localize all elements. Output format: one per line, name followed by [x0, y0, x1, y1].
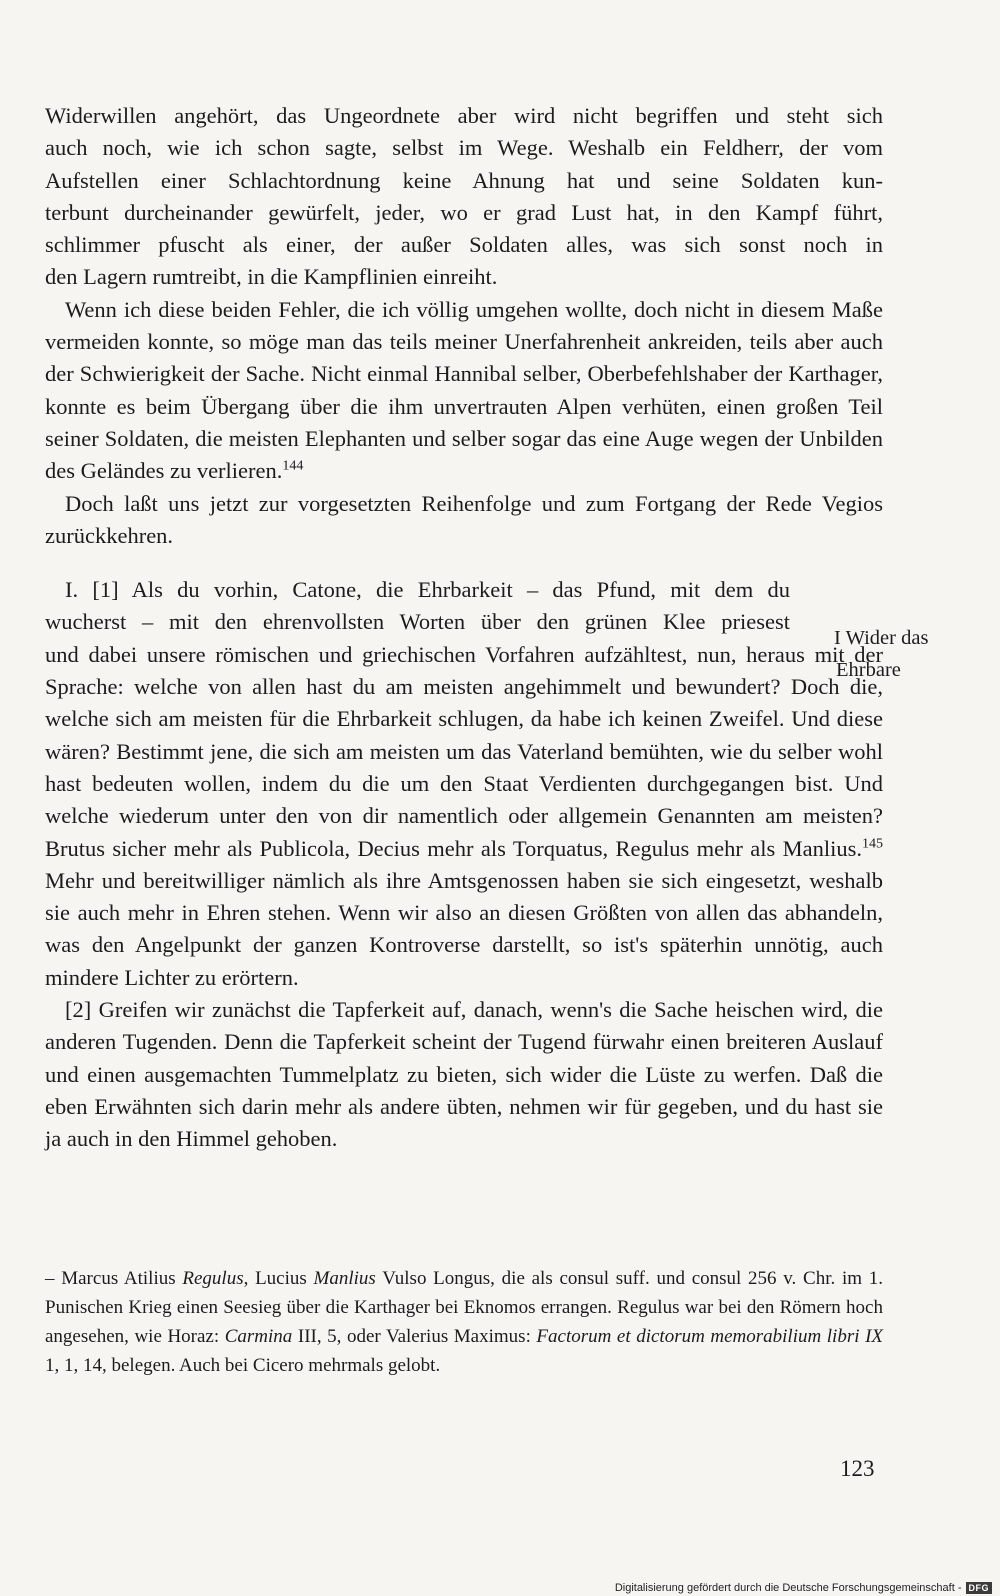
- text-line: schlimmer pfuscht als einer, der außer Soldaten alles, was sich sonst noch in: [45, 232, 883, 258]
- digitization-credit: [615, 1582, 992, 1594]
- marginal-note-line: I Wider das: [834, 627, 929, 649]
- dfg-logo: DFG: [966, 1582, 993, 1594]
- section-2-paragraph: [45, 994, 883, 1155]
- page-number: 123: [840, 1456, 875, 1481]
- text-line: Aufstellen einer Schlachtordnung keine Ahnung hat und seine Soldaten kun-: [45, 167, 883, 193]
- paragraph-text: Wenn ich diese beiden Fehler, die ich völlig umgehen wollte, doch nicht in diesem Maße vermeiden konnte, so möge man das teils meiner Unerfahrenheit ankreiden, teils aber auch der Schwierigkeit der Sache. Nicht einmal Hannibal selber, Oberbefehlshaber der Karthager, konnte es beim Übergang über die ihm unvertrauten Alpen verhüten, einen großen Teil seiner Soldaten, die meisten Elephanten und selber sogar das eine Auge wegen der Unbilden des Geländes zu verlieren.: [45, 296, 883, 484]
- footnote-text: III, 5, oder Valerius Maximus:: [292, 1326, 537, 1347]
- section-1-paragraph: [45, 574, 883, 994]
- footnote-italic: Regulus: [182, 1268, 244, 1289]
- footnote-text: Vulso Longus, die als consul suff. und consul 256 v. Chr. im 1. Punischen Krieg einen Seesieg über die Karthager bei Eknomos errangen. Regulus war bei den Römern hoch angesehen, wie Horaz:: [45, 1268, 884, 1347]
- text-line: I. [1] Als du vorhin, Catone, die Ehrbarkeit – das Pfund, mit dem du: [65, 577, 790, 603]
- marginal-note: [834, 622, 984, 686]
- footnote-text: – Marcus Atilius: [45, 1268, 183, 1289]
- text-line: Widerwillen angehört, das Ungeordnete aber wird nicht begriffen und steht sich: [45, 103, 883, 128]
- credit-text: Digitalisierung gefördert durch die Deutsche Forschungsgemeinschaft -: [614, 1582, 962, 1594]
- paragraph-hannibal: [45, 294, 883, 488]
- paragraph-text: Doch laßt uns jetzt zur vorgesetzten Reihenfolge und zum Fortgang der Rede Vegios zurückkehren.: [45, 490, 883, 548]
- footnote-text: , Lucius: [243, 1268, 314, 1289]
- paragraph-text: [2] Greifen wir zunächst die Tapferkeit auf, danach, wenn's die Sache heischen wird, die anderen Tugenden. Denn die Tapferkeit scheint der Tugend fürwahr einen breiteren Auslauf und einen ausgemachten Tummelplatz zu bieten, sich wider die Lüste zu werfen. Daß die eben Erwähnten sich darin mehr als andere übten, nehmen wir für gegeben, und du hast sie ja auch in den Himmel gehoben.: [45, 997, 883, 1152]
- marginal-note-line: Ehrbare: [836, 659, 901, 681]
- paragraph-continued: [45, 100, 883, 294]
- text-line: den Lagern rumtreibt, in die Kampflinien einreiht.: [45, 264, 498, 290]
- section-gap: [45, 552, 883, 574]
- main-text: [45, 100, 883, 1156]
- footnote: [45, 1264, 883, 1380]
- footnote-italic: Factorum et dictorum memorabilium libri IX: [536, 1326, 883, 1347]
- paragraph-text: und dabei unsere römischen und griechischen Vorfahren aufzähltest, nun, heraus mit der Sprache: welche von allen hast du am meisten angehimmelt und bewundert? Doch die, welche sich am meisten für die Ehrbarkeit schlugen, da habe ich keinen Zweifel. Und diese wären? Bestimmt jene, die sich am meisten um das Vaterland bemühten, wie du selber wohl hast bedeuten wollen, indem du die um den Staat Verdienten durchgegangen bist. Und welche wiederum unter den von dir namentlich oder allgemein Genannten am meisten? Brutus sicher mehr als Publicola, Decius mehr als Torquatus, Regulus mehr als Manlius.: [45, 641, 883, 861]
- footnote-text: 1, 1, 14, belegen. Auch bei Cicero mehrmals gelobt.: [45, 1355, 441, 1376]
- footnote-ref-145: 145: [862, 836, 883, 852]
- text-line: auch noch, wie ich schon sagte, selbst im Wege. Weshalb ein Feldherr, der vom: [45, 135, 883, 161]
- footnote-italic: Manlius: [313, 1268, 376, 1289]
- footnote-italic: Carmina: [224, 1326, 293, 1347]
- paragraph-text: Mehr und bereitwilliger nämlich als ihre Amtsgenossen haben sie sich eingesetzt, weshalb sie auch mehr in Ehren stehen. Wenn wir also an diesen Größten von allen das abhandeln, was den Angelpunkt der ganzen Kontroverse darstellt, so ist's späterhin unnötig, auch mindere Lichter zu erörtern.: [45, 867, 883, 990]
- paragraph-transition: [45, 488, 883, 553]
- footnote-ref-144: 144: [282, 458, 304, 474]
- text-line: terbunt durcheinander gewürfelt, jeder, wo er grad Lust hat, in den Kampf führt,: [45, 199, 883, 225]
- text-line: wucherst – mit den ehrenvollsten Worten über den grünen Klee priesest: [45, 609, 790, 635]
